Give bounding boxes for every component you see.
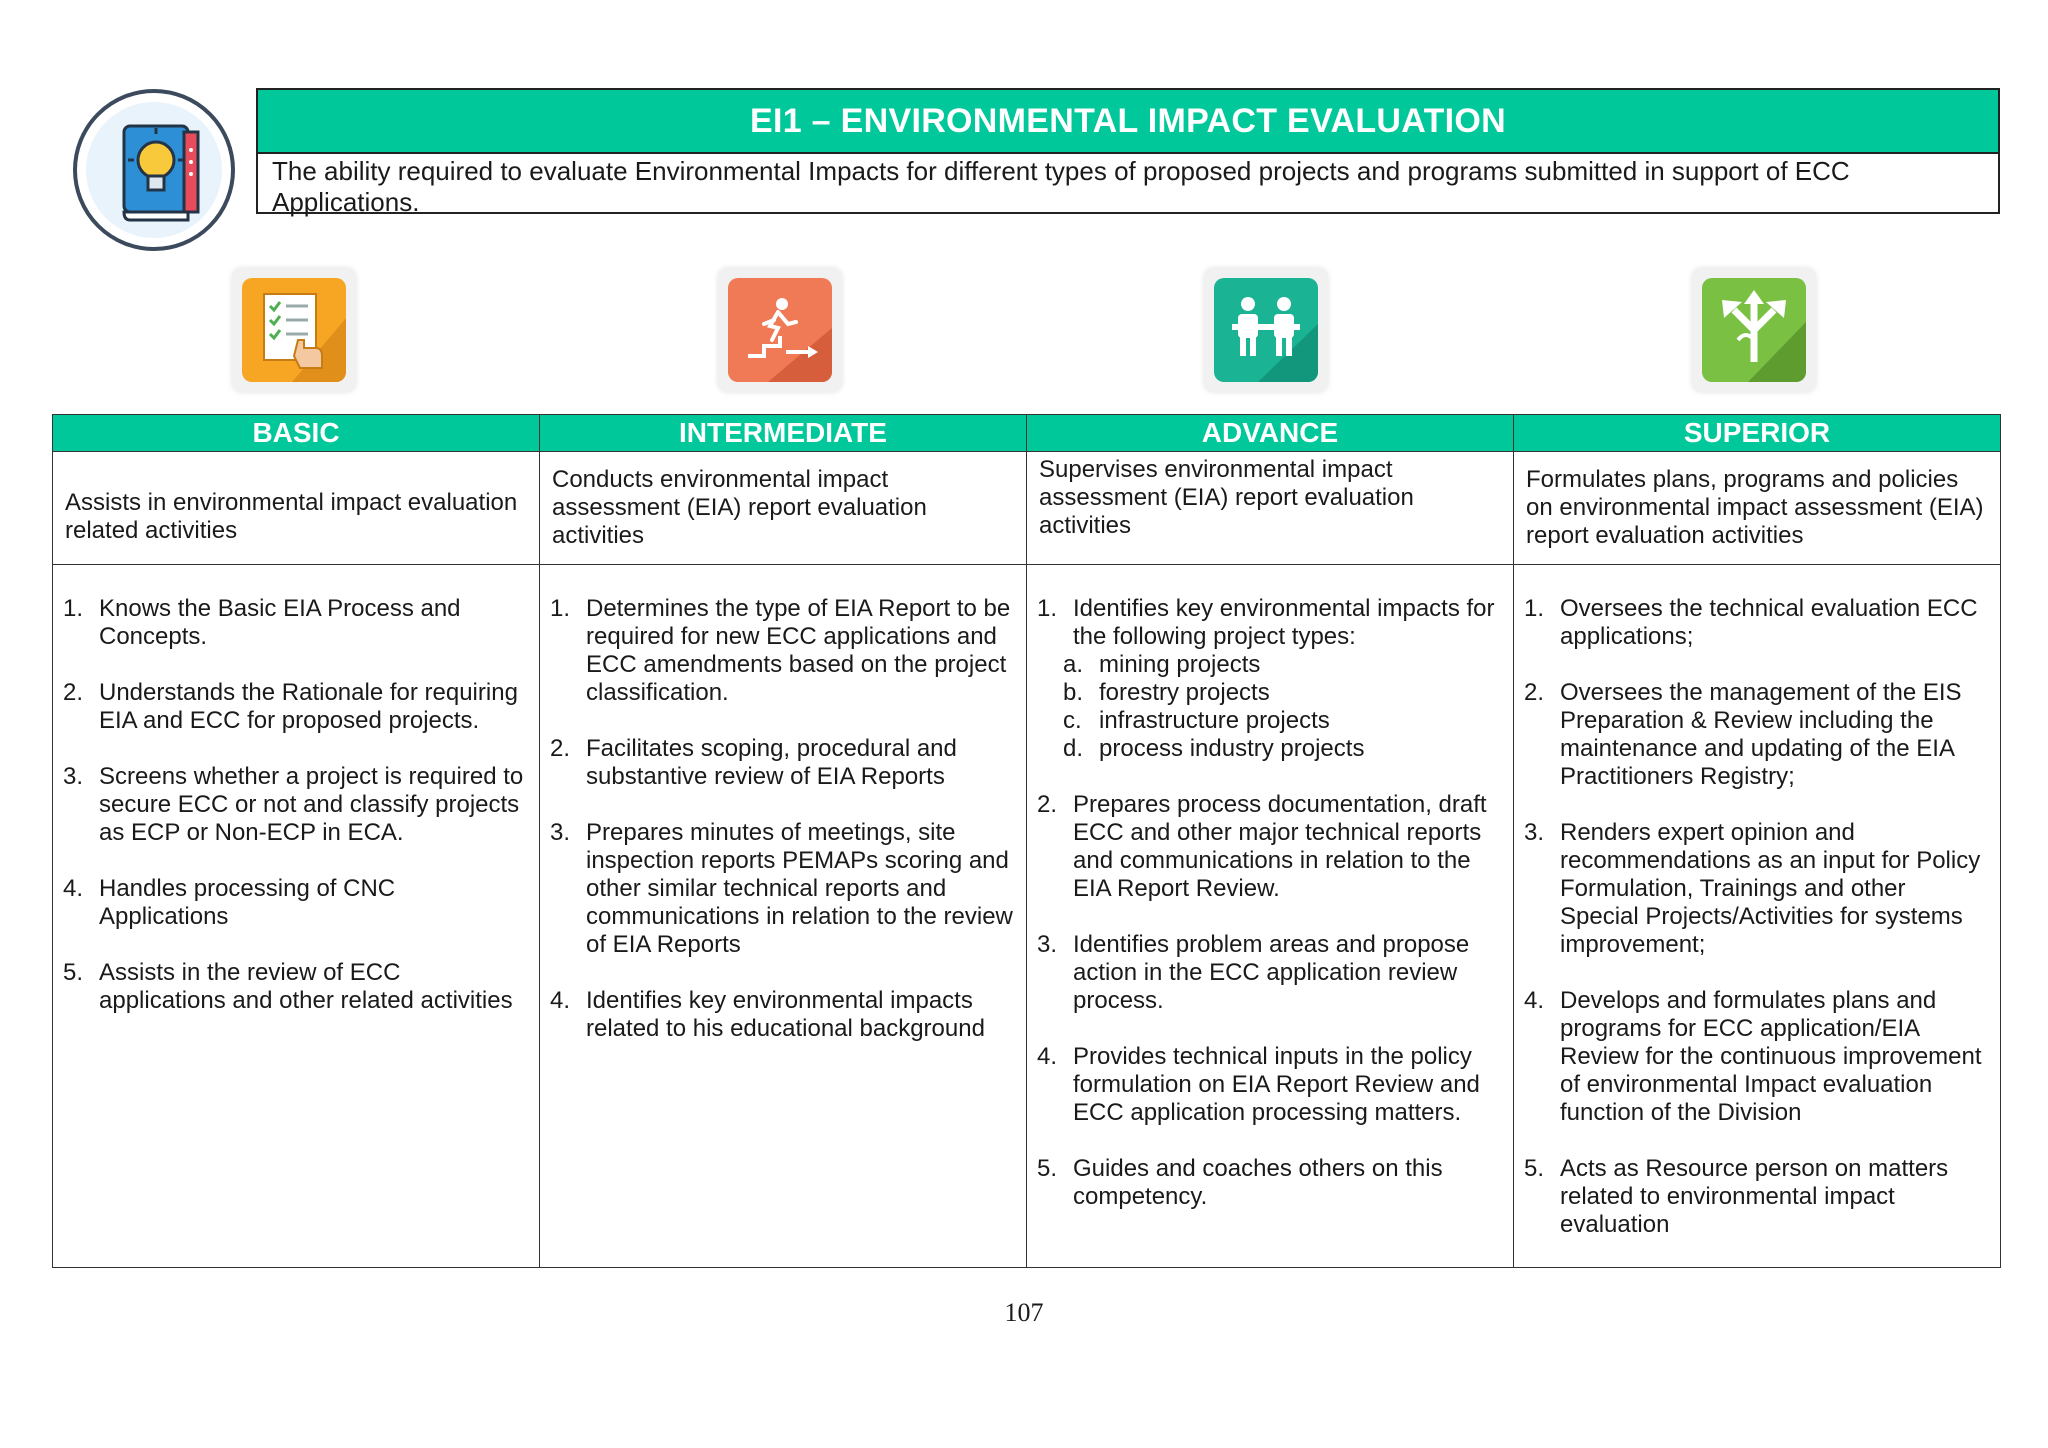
list-item: 4. Provides technical inputs in the policy formulation on EIA Report Review and ECC application processing matters. bbox=[1037, 1043, 1480, 1126]
people-group-icon bbox=[1204, 268, 1328, 392]
list-item: 2. Facilitates scoping, procedural and substantive review of EIA Reports bbox=[550, 735, 957, 790]
level-header-superior: SUPERIOR bbox=[1514, 415, 2001, 452]
list-item: 2. Oversees the management of the EIS Preparation & Review including the maintenance and updating of the EIA Practitioners Registry; bbox=[1524, 679, 1962, 790]
list-item: 2. Prepares process documentation, draft ECC and other major technical reports and communications in relation to the EIA Report Review. bbox=[1037, 791, 1487, 902]
definition-row bbox=[53, 452, 2001, 565]
level-header-intermediate: INTERMEDIATE bbox=[540, 415, 1027, 452]
sublist-item: a. mining projects bbox=[1063, 651, 1261, 678]
book-lightbulb-icon bbox=[72, 88, 236, 252]
list-item: 5. Acts as Resource person on matters related to environmental impact evaluation bbox=[1524, 1155, 1949, 1238]
list-item: 1. Identifies key environmental impacts for the following project types: a. mining projects b. forestry projects c. infrastructure projects d. process industry projects bbox=[1037, 595, 1503, 763]
list-item: 3. Identifies problem areas and propose action in the ECC application review process. bbox=[1037, 931, 1470, 1014]
sublist-item: d. process industry projects bbox=[1063, 735, 1365, 762]
list-item: 1. Knows the Basic EIA Process and Concepts. bbox=[63, 595, 461, 650]
indicator-list-advance bbox=[1027, 565, 1513, 1211]
list-item: 3. Prepares minutes of meetings, site inspection reports PEMAPs scoring and other similar technical reports and communications in relation to the review of EIA Reports bbox=[550, 819, 1013, 958]
level-header-basic: BASIC bbox=[53, 415, 540, 452]
indicator-list-superior bbox=[1514, 565, 2000, 1239]
list-item: 1. Determines the type of EIA Report to be required for new ECC applications and ECC amendments based on the project classification. bbox=[550, 595, 1011, 706]
checklist-icon bbox=[232, 268, 356, 392]
competency-description: The ability required to evaluate Environmental Impacts for different types of proposed projects and programs submitted in support of ECC Applications. bbox=[272, 156, 1850, 217]
indicator-list-basic bbox=[53, 565, 539, 1015]
competency-table bbox=[52, 414, 2001, 1268]
list-item: 3. Screens whether a project is required to secure ECC or not and classify projects as ECP or Non-ECP in ECA. bbox=[63, 763, 524, 846]
list-item: 5. Assists in the review of ECC applications and other related activities bbox=[63, 959, 513, 1014]
behavioral-indicators-row bbox=[53, 565, 2001, 1268]
person-stairs-icon bbox=[718, 268, 842, 392]
list-item: 3. Renders expert opinion and recommendations as an input for Policy Formulation, Trainings and other Special Projects/Activities for systems improvement; bbox=[1524, 819, 1981, 958]
list-item: 4. Develops and formulates plans and programs for ECC application/EIA Review for the continuous improvement of environmental Impact evaluation function of the Division bbox=[1524, 987, 1982, 1126]
definition-advance: Supervises environmental impact assessment (EIA) report evaluation activities bbox=[1039, 456, 1414, 539]
list-item: 5. Guides and coaches others on this competency. bbox=[1037, 1155, 1443, 1210]
level-header-row bbox=[53, 415, 2001, 452]
sublist-item: c. infrastructure projects bbox=[1063, 707, 1330, 734]
list-item: 1. Oversees the technical evaluation ECC applications; bbox=[1524, 595, 1978, 650]
project-types-sublist bbox=[1063, 651, 1503, 763]
definition-intermediate: Conducts environmental impact assessment (EIA) report evaluation activities bbox=[552, 466, 927, 549]
diverging-arrows-icon bbox=[1692, 268, 1816, 392]
definition-superior: Formulates plans, programs and policies on environmental impact assessment (EIA) report evaluation activities bbox=[1526, 466, 1984, 549]
sublist-item: b. forestry projects bbox=[1063, 679, 1270, 706]
list-item: 4. Identifies key environmental impacts related to his educational background bbox=[550, 987, 985, 1042]
definition-basic: Assists in environmental impact evaluation related activities bbox=[65, 489, 518, 544]
indicator-list-intermediate bbox=[540, 565, 1026, 1043]
title-box bbox=[256, 88, 2000, 217]
list-item: 4. Handles processing of CNC Applications bbox=[63, 875, 396, 930]
level-header-advance: ADVANCE bbox=[1027, 415, 1514, 452]
page-title: EI1 – ENVIRONMENTAL IMPACT EVALUATION bbox=[258, 90, 1998, 154]
page-number: 107 bbox=[1004, 1298, 1044, 1327]
list-item: 2. Understands the Rationale for requiring EIA and ECC for proposed projects. bbox=[63, 679, 518, 734]
